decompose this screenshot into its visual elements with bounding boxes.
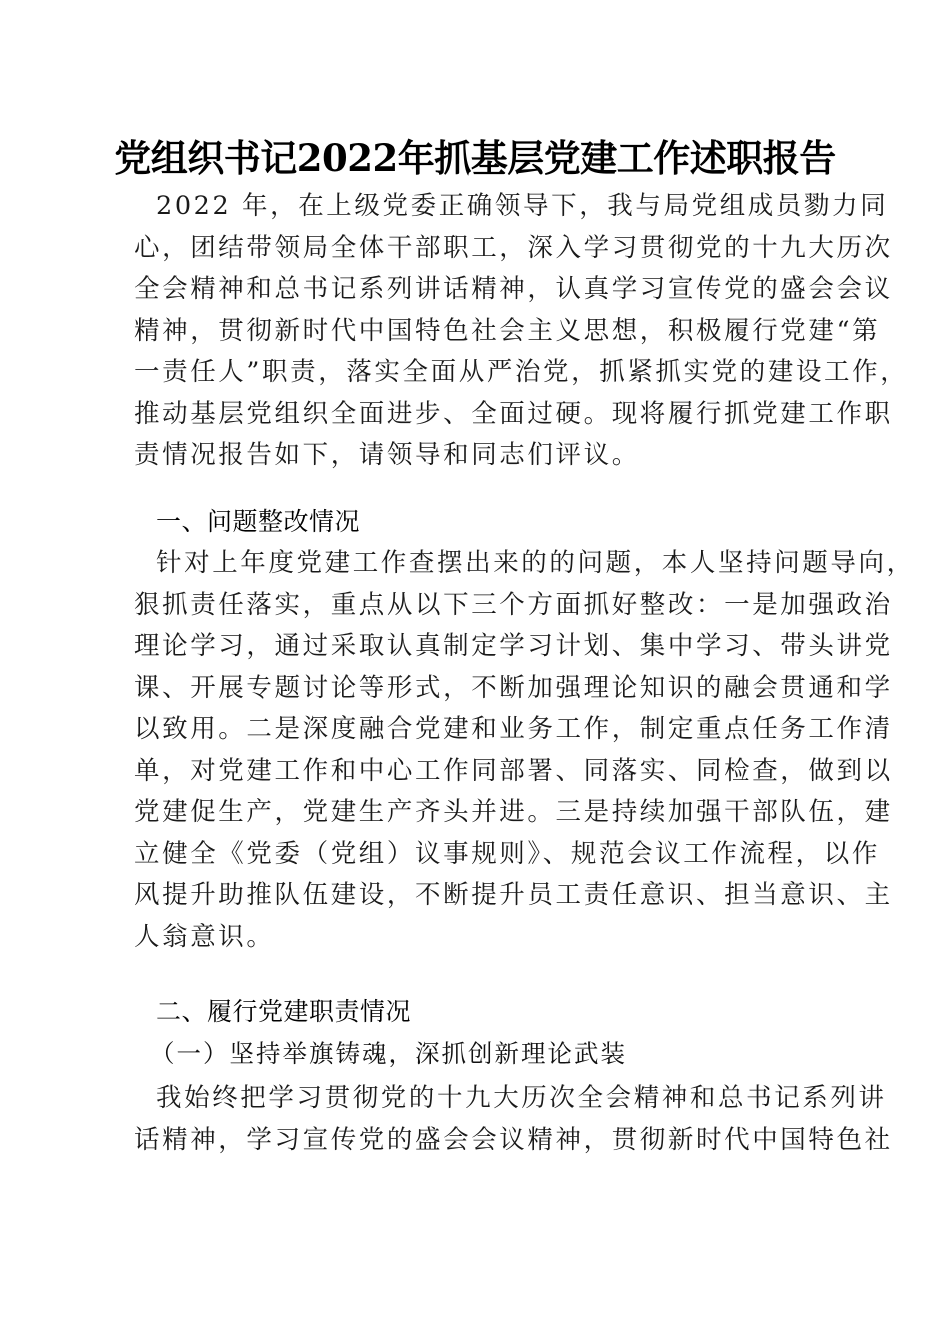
subsection-heading-1: （一）坚持举旗铸魂，深抓创新理论武装: [150, 1039, 627, 1068]
paragraph-line: 话精神，学习宣传党的盛会会议精神，贯彻新时代中国特色社: [134, 1124, 893, 1155]
section1-paragraph: [134, 543, 915, 958]
paragraph-line: 狠抓责任落实，重点从以下三个方面抓好整改：一是加强政治: [134, 589, 893, 620]
subsection1-paragraph: [134, 1078, 893, 1161]
paragraph-line: 针对上年度党建工作查摆出来的的问题，本人坚持问题导向，: [156, 548, 915, 578]
paragraph-line: 我始终把学习贯彻党的十九大历次全会精神和总书记系列讲: [156, 1083, 887, 1113]
paragraph-line: 单，对党建工作和中心工作同部署、同落实、同检查，做到以: [134, 755, 893, 786]
paragraph-line: 责情况报告如下，请领导和同志们评议。: [134, 440, 640, 470]
paragraph-line: 一责任人”职责，落实全面从严治党，抓紧抓实党的建设工作，: [134, 357, 909, 387]
section-heading-1: 一、问题整改情况: [156, 507, 361, 536]
paragraph-line: 推动基层党组织全面进步、全面过硬。现将履行抓党建工作职: [134, 398, 893, 429]
paragraph-line: 2022 年，在上级党委正确领导下，我与局党组成员勠力同: [156, 191, 889, 221]
paragraph-line: 理论学习，通过采取认真制定学习计划、集中学习、带头讲党: [134, 631, 893, 661]
paragraph-line: 以致用。二是深度融合党建和业务工作，制定重点任务工作清: [134, 714, 893, 744]
paragraph-line: 全会精神和总书记系列讲话精神，认真学习宣传党的盛会会议: [134, 274, 893, 304]
paragraph-line: 课、开展专题讨论等形式，不断加强理论知识的融会贯通和学: [134, 672, 893, 703]
paragraph-line: 风提升助推队伍建设，不断提升员工责任意识、担当意识、主: [134, 880, 893, 910]
paragraph-line: 立健全《党委（党组）议事规则》、规范会议工作流程，以作: [134, 838, 880, 869]
paragraph-line: 精神，贯彻新时代中国特色社会主义思想，积极履行党建“第: [134, 315, 881, 346]
intro-paragraph: [134, 186, 909, 477]
paragraph-line: 心，团结带领局全体干部职工，深入学习贯彻党的十九大历次: [134, 232, 893, 263]
section-heading-2: 二、履行党建职责情况: [156, 997, 412, 1026]
paragraph-line: 人翁意识。: [134, 921, 275, 952]
paragraph-line: 党建促生产，党建生产齐头并进。三是持续加强干部队伍，建: [134, 797, 893, 827]
document-title: 党组织书记2022年抓基层党建工作述职报告: [114, 136, 836, 180]
